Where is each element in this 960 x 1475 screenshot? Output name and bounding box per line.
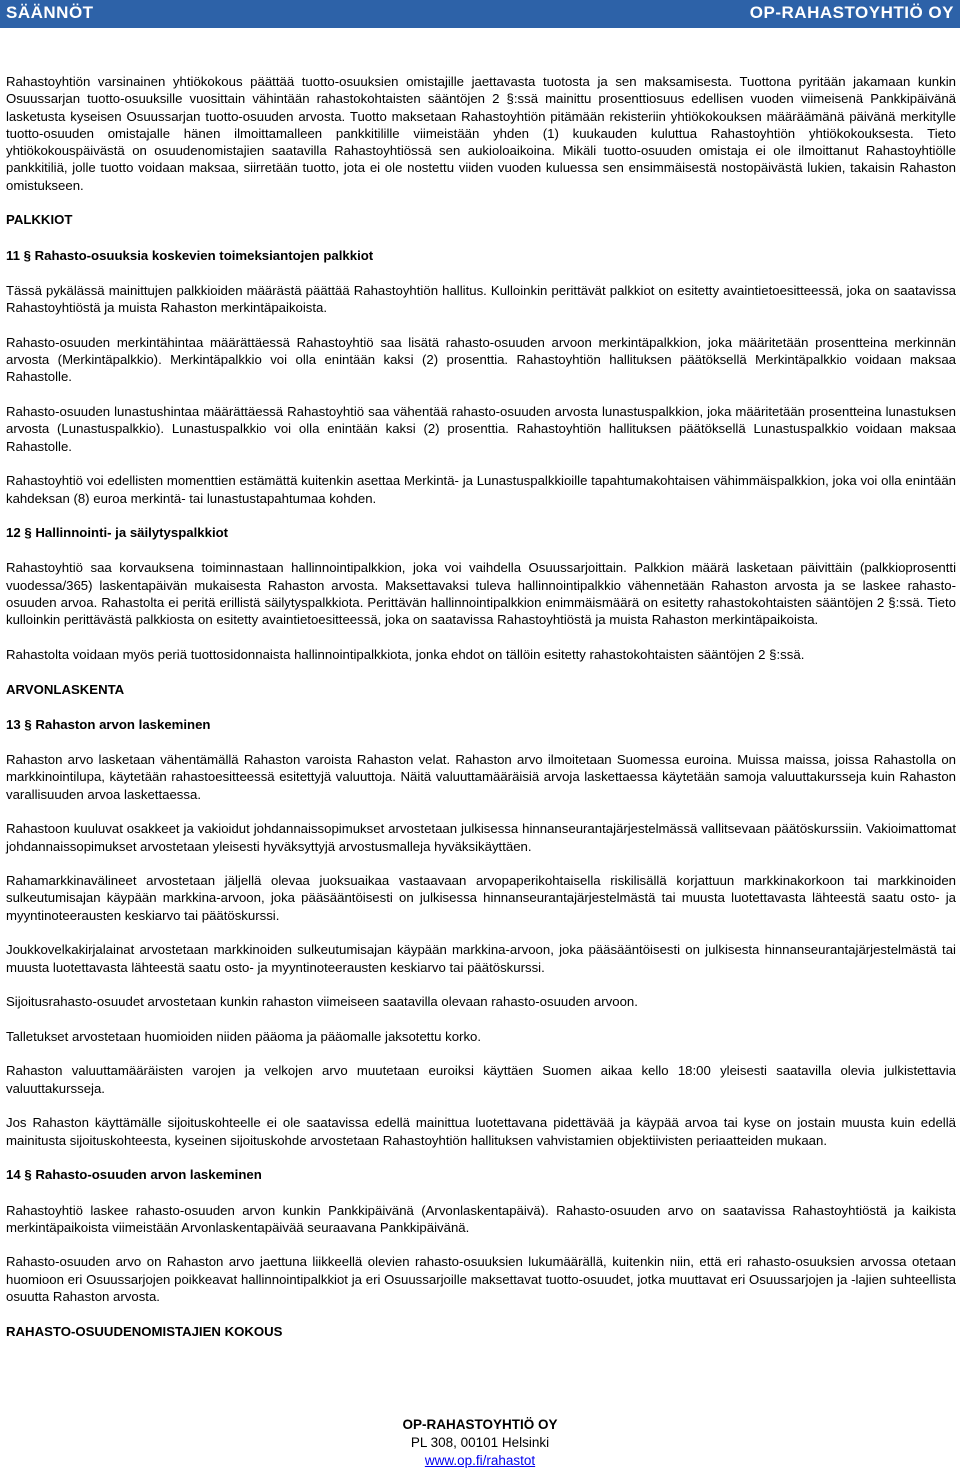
header-bar (0, 0, 960, 28)
paragraph-13-5: Sijoitusrahasto-osuudet arvostetaan kunkin rahaston viimeiseen saatavilla olevaan rahasto-osuuden arvoon. (6, 994, 638, 1010)
paragraph-13-8: Jos Rahaston käyttämälle sijoituskohteelle ei ole saatavissa edellä mainittua luotettavana pidettävää ja käypää arvoa tai kyse on jostain muusta kuin edellä mainitusta sijoituskohteesta, kyseinen sijoituskohde arvostetaan Rahastoyhtiön hallituksen vahvistamien objektiivisten periaatteiden mukaan. (6, 1115, 956, 1148)
paragraph-11-4: Rahastoyhtiö voi edellisten momenttien estämättä kuitenkin asettaa Merkintä- ja Lunastuspalkkioille tapahtumakohtaisen vähimmäispalkkion, joka voi olla enintään kahdeksan (8) euroa merkintä- tai lunastustapahtumaa kohden. (6, 473, 956, 506)
paragraph-13-7: Rahaston valuuttamääräisten varojen ja velkojen arvo muutetaan euroiksi käyttäen Suomen aikaa kello 18:00 yleisesti saatavilla olevia julkistettavia valuuttakursseja. (6, 1063, 956, 1096)
paragraph-13-2: Rahastoon kuuluvat osakkeet ja vakioidut johdannaissopimukset arvostetaan julkisessa hinnanseurantajärjestelmässä vallitsevaan päätöskurssiin. Vakioimattomat johdannaissopimukset arvostetaan yleisesti hyväksyttyjä arvostusmalleja hyväksikäyttäen. (6, 821, 956, 854)
paragraph-14-1: Rahastoyhtiö laskee rahasto-osuuden arvon kunkin Pankkipäivänä (Arvonlaskentapäivä). Rahasto-osuuden arvo on saatavissa Rahastoyhtiöstä ja kaikista merkintäpaikoista viimeistään Arvonlaskentapäivää seuraavana Pankkipäivänä. (6, 1202, 956, 1235)
paragraph-12-2: Rahastolta voidaan myös periä tuottosidonnaista hallinnointipalkkiota, jonka ehdot on tällöin esitetty rahastokohtaisten sääntöjen 2 §:ssä. (6, 646, 805, 662)
paragraph-13-3: Rahamarkkinavälineet arvostetaan jäljellä olevaa juoksuaikaa vastaavaan arvopaperikohtaisella riskilisällä korjattuun markkinakorkoon tai markkinoiden sulkeutumisajan käypään markkina-arvoon, joka pääsääntöisesti on julkisessa hinnanseurantajärjestelmästä tai muusta luotettavasta lähteestä saatu osto- ja myyntinoteerausten keskiarvo tai päätöskurssi. (6, 873, 956, 923)
footer-address: PL 308, 00101 Helsinki (410, 1435, 550, 1450)
footer-website-link[interactable]: www.op.fi/rahastot (424, 1453, 536, 1468)
paragraph-13-6: Talletukset arvostetaan huomioiden niiden pääoma ja pääomalle jaksotettu korko. (6, 1028, 482, 1044)
company-name: OP-RAHASTOYHTIÖ OY (749, 3, 954, 22)
section-heading-meeting: RAHASTO-OSUUDENOMISTAJIEN KOKOUS (6, 1323, 283, 1339)
paragraph-13-4: Joukkovelkakirjalainat arvostetaan markkinoiden sulkeutumisajan käypään markkina-arvoon, joka pääsääntöisesti on julkisesta hinnanseurantajärjestelmästä tai muusta luotettavasta lähteestä saatu osto- ja myyntinoteerausten keskiarvo tai päätöskurssi. (6, 942, 956, 975)
footer-company-name: OP-RAHASTOYHTIÖ OY (402, 1417, 558, 1432)
document-type-title: SÄÄNNÖT (6, 3, 94, 22)
document-body (6, 73, 956, 1358)
paragraph-11-1: Tässä pykälässä mainittujen palkkioiden määrästä päättää Rahastoyhtiön hallitus. Kulloinkin perittävät palkkiot on esitetty avaintietoesitteessä, joka on saatavissa Rahastoyhtiöstä ja muista Rahaston merkintäpaikoista. (6, 282, 956, 316)
paragraph-13-1: Rahaston arvo lasketaan vähentämällä Rahaston varoista Rahaston velat. Rahaston arvo ilmoitetaan Suomessa euroina. Muissa maissa, joissa Rahastolla on markkinointilupa, käytetään rahastoesitteessä esitettyjä valuuttoja. Näitä valuuttamääräisiä arvoja laskettaessa käytetään samoja valuuttakursseja kuin Rahaston varallisuuden arvoa laskettaessa. (6, 752, 956, 802)
article-heading-14: 14 § Rahasto-osuuden arvon laskeminen (6, 1167, 262, 1183)
page-footer (0, 1416, 960, 1470)
article-heading-11: 11 § Rahasto-osuuksia koskevien toimeksiantojen palkkiot (6, 247, 374, 263)
paragraph-12-1: Rahastoyhtiö saa korvauksena toiminnastaan hallinnointipalkkion, joka voi vaihdella Osuussarjoittain. Palkkion määrä lasketaan päivittäin (palkkioprosentti vuodessa/365) laskentapäivän mukaisesta Rahaston arvosta. Maksettavaksi tuleva hallinnointipalkkio vähennetään Rahaston arvosta ja se laskee rahasto-osuuden arvoa. Rahastolta ei peritä erillistä säilytyspalkkiota. Perittävän hallinnointipalkkion enimmäismäärä on esitetty rahastokohtaisten sääntöjen 2 §:ssä. Tieto kulloinkin perittävästä palkkiosta on esitetty avaintietoesitteessä, joka on saatavissa Rahastoyhtiöstä ja muista Rahaston merkintäpaikoista. (6, 560, 956, 628)
paragraph-11-3: Rahasto-osuuden lunastushintaa määrättäessä Rahastoyhtiö saa vähentää rahasto-osuuden arvosta lunastuspalkkion, joka määritetään prosentteina lunastuksen arvosta (Lunastuspalkkio). Lunastuspalkkio voi olla enintään kaksi (2) prosenttia. Rahastoyhtiön hallituksen päätöksellä Lunastuspalkkio voidaan maksaa Rahastolle. (6, 404, 956, 454)
paragraph-dividend: Rahastoyhtiön varsinainen yhtiökokous päättää tuotto-osuuksien omistajille jaettavasta tuotosta ja sen maksamisesta. Tuottona pyritään jakamaan kunkin Osuussarjan tuotto-osuuksille vuosittain vähintään rahastokohtaisten sääntöjen 2 §:ssä mainittu prosenttiosuus edellisen vuoden viimeisenä Pankkipäivänä lasketusta kyseisen Osuussarjan tuotto-osuuden arvosta. Tuotto maksetaan Rahastoyhtiön pitämään rekisteriin yhtiökokouksen määräämänä päivänä merkitylle tuotto-osuuden omistajalle hänen ilmoittamalleen pankkitilille viimeistään yhden (1) kuukauden kuluttua Rahastoyhtiön yhtiökokouksesta. Tieto yhtiökokouspäivästä on osuudenomistajien saatavilla Rahastoyhtiössä sen aukioloaikoina. Mikäli tuotto-osuuden omistaja ei ole ilmoittanut Rahastoyhtiölle pankkitiliä, jolle tuotto voidaan maksaa, siirretään tuotto, jota ei ole nostettu viiden vuoden kuluessa sen ensimmäisestä nostopäivästä lukien, takaisin Rahaston omistukseen. (6, 74, 956, 193)
paragraph-11-2: Rahasto-osuuden merkintähintaa määrättäessä Rahastoyhtiö saa lisätä rahasto-osuuden arvoon merkintäpalkkion, joka määritetään prosentteina merkinnän arvosta (Merkintäpalkkio). Merkintäpalkkio voi olla enintään kaksi (2) prosenttia. Rahastoyhtiön hallituksen päätöksellä Merkintäpalkkio voidaan maksaa Rahastolle. (6, 334, 956, 385)
article-heading-12: 12 § Hallinnointi- ja säilytyspalkkiot (6, 525, 229, 541)
paragraph-14-2: Rahasto-osuuden arvo on Rahaston arvo jaettuna liikkeellä olevien rahasto-osuuksien lukumäärällä, kuitenkin niin, että eri rahasto-osuuksien arvossa otetaan huomioon eri Osuussarjojen poikkeavat hallinnointipalkkiot ja eri Osuussarjoille maksettavat tuotto-osuudet, jotka muuttavat eri Osuussarjojen ja -lajien suhteellista osuutta Rahaston arvosta. (6, 1254, 956, 1304)
section-heading-fees: PALKKIOT (6, 212, 73, 228)
section-heading-valuation: ARVONLASKENTA (6, 681, 125, 697)
article-heading-13: 13 § Rahaston arvon laskeminen (6, 716, 211, 732)
